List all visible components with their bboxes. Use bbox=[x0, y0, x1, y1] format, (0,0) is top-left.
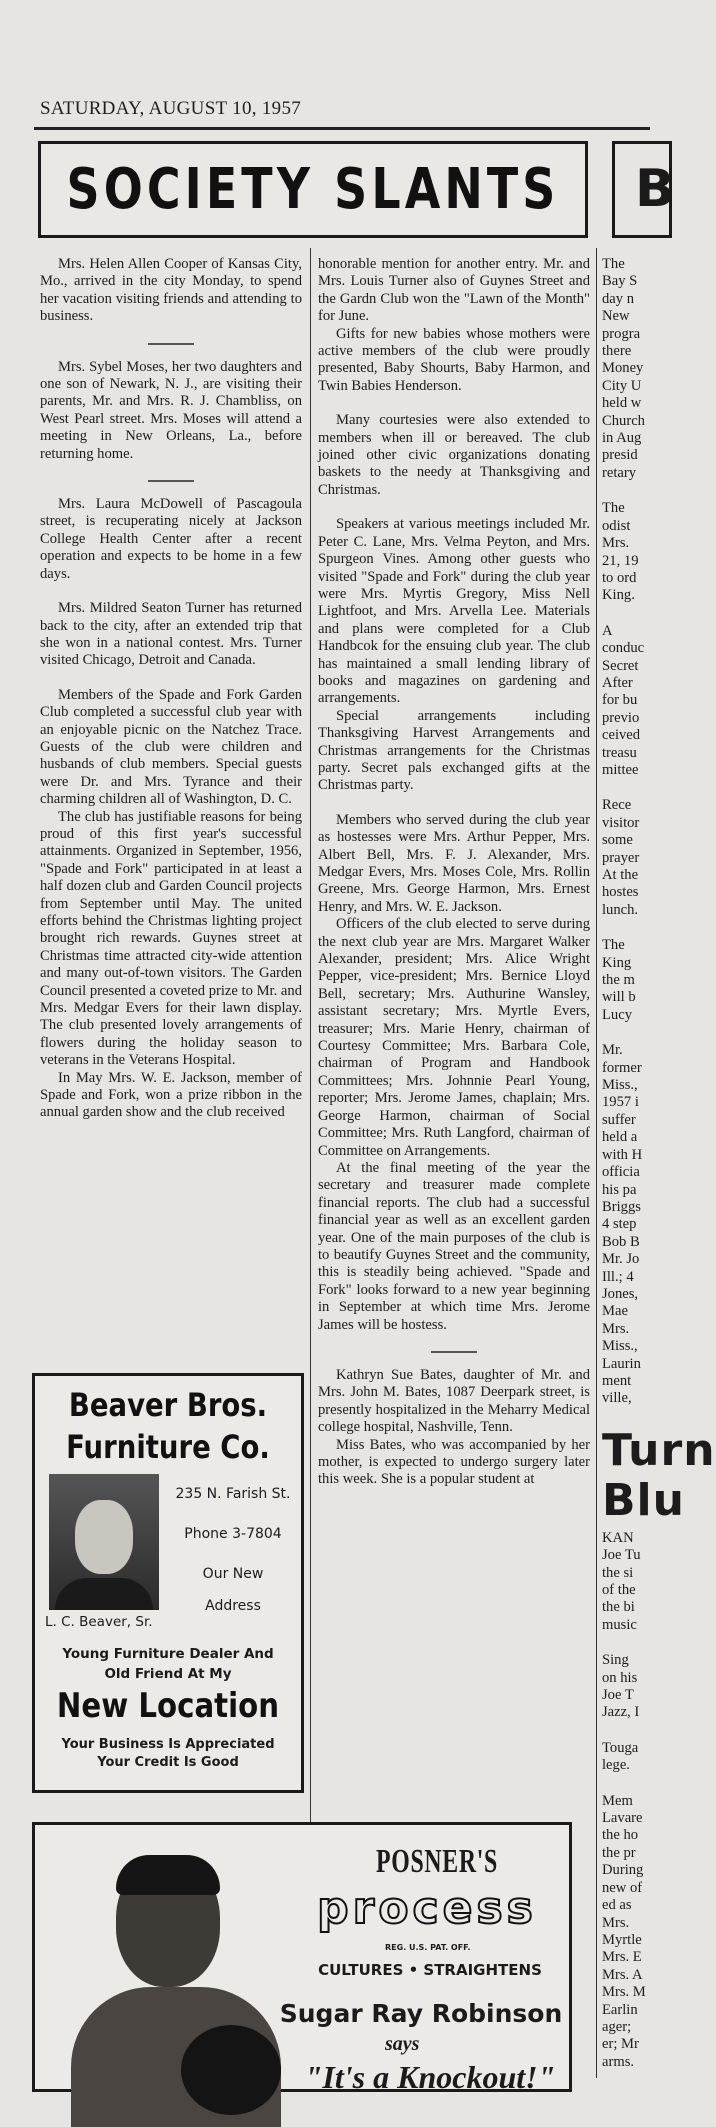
section-banner bbox=[38, 141, 588, 238]
cropped-line: presid bbox=[602, 447, 638, 464]
article-paragraph: The club has justifiable reasons for being proud of this first year's successful attainments. Organized in September, 1956, "Spade and Fork" participated in at least a half dozen club and Garden Council projects from September until May. The united efforts behind the Christmas lighting project brought rich rewards. Guynes street at Christmas time attracted city-wide attention and many out-of-town visitors. The Garden Council presented a coveted prize to Mr. and Mrs. Medgar Evers for their lawn display. The club presented lovely arrangements of flowers during the holiday season to veterans in the Veterans Hospital. bbox=[40, 808, 302, 1069]
cropped-line: Mem bbox=[602, 1792, 633, 1809]
cropped-line: Jones, bbox=[602, 1285, 639, 1302]
cropped-line: the pr bbox=[602, 1844, 636, 1861]
cropped-line: After bbox=[602, 674, 633, 691]
cropped-line: Miss., bbox=[602, 1338, 638, 1355]
cropped-line: Mrs. A bbox=[602, 1966, 643, 1983]
cropped-line: Mr. bbox=[602, 1042, 623, 1059]
cropped-line: At the bbox=[602, 867, 639, 883]
article-paragraph: honorable mention for another entry. Mr. and Mrs. Louis Turner also of Guynes Street and the Gardn Club won the "Lawn of the Month" for June. bbox=[318, 256, 590, 325]
ad-company-name bbox=[54, 1384, 283, 1468]
ad-footer-line: Your Credit Is Good bbox=[97, 1755, 239, 1770]
banner-title: SOCIETY SLANTS bbox=[66, 157, 560, 222]
cropped-line: Mr. Jo bbox=[602, 1251, 640, 1268]
cropped-line: in Aug bbox=[602, 430, 642, 447]
boxer-hair bbox=[116, 1855, 220, 1895]
cropped-line: mittee bbox=[602, 761, 639, 778]
cropped-line: hostes bbox=[602, 884, 639, 901]
cropped-article bbox=[602, 1530, 650, 1634]
cropped-line: Lucy bbox=[602, 1006, 632, 1023]
ad-owner: L. C. Beaver, Sr. bbox=[45, 1614, 153, 1630]
cropped-line: ville, bbox=[602, 1390, 632, 1407]
cropped-line: Touga bbox=[602, 1739, 639, 1756]
beaver-furniture-ad bbox=[32, 1373, 304, 1793]
process-logo: process bbox=[317, 1883, 537, 1934]
cropped-line: the m bbox=[602, 972, 635, 989]
cropped-line: Mrs. M bbox=[602, 1984, 646, 2001]
cropped-line: The bbox=[602, 500, 625, 517]
cropped-line: arms. bbox=[602, 2053, 635, 2070]
cropped-line: with H bbox=[602, 1146, 643, 1163]
cropped-line: Miss., bbox=[602, 1077, 638, 1094]
masthead-rule bbox=[34, 127, 650, 130]
cropped-line: on his bbox=[602, 1669, 638, 1686]
article-paragraph: Mrs. Laura McDowell of Pascagoula street, is recuperating nicely at Jackson College Health Center after a recent operation and expects to be home in a few days. bbox=[40, 496, 302, 582]
cropped-line: visitor bbox=[602, 814, 640, 831]
cropped-line: 1957 i bbox=[602, 1094, 639, 1111]
cropped-line: King bbox=[602, 954, 632, 971]
cropped-line: New bbox=[602, 308, 630, 325]
cropped-line: ceived bbox=[602, 727, 641, 744]
cropped-line: 4 step bbox=[602, 1216, 637, 1233]
article-paragraph: Gifts for new babies whose mothers were active members of the club were proudly presented, Baby Shourts, Baby Harmon, and Twin Babies Henderson. bbox=[318, 325, 590, 394]
headline-line: Turn bbox=[602, 1424, 716, 1476]
article-paragraph: Many courtesies were also extended to members when ill or bereaved. The club joined other civic organizations donating baskets to the needy at Thanksgiving and Christmas. bbox=[318, 412, 590, 498]
cropped-line: odist bbox=[602, 517, 631, 534]
cropped-line: Money bbox=[602, 360, 644, 377]
article-paragraph: Mrs. Helen Allen Cooper of Kansas City, Mo., arrived in the city Monday, to spend her vacation visiting friends and attending to business. bbox=[40, 256, 302, 325]
article-paragraph: Members who served during the club year as hostesses were Mrs. Arthur Pepper, Mrs. Albert Bell, Mrs. F. J. Alexander, Mrs. Medgar Evers, Mrs. Moses Cole, Mrs. Rollin Greene, Mrs. George Harmon, Mrs. Ernest Henry, and Mrs. W. E. Jackson. bbox=[318, 811, 590, 915]
cropped-line: of the bbox=[602, 1582, 636, 1598]
cropped-line: Church bbox=[602, 412, 645, 429]
cropped-line: suffer bbox=[602, 1111, 636, 1128]
dateline: SATURDAY, AUGUST 10, 1957 bbox=[40, 98, 302, 119]
cropped-line: Joe Tu bbox=[602, 1547, 641, 1564]
cropped-line: During bbox=[602, 1862, 644, 1879]
cropped-line: will b bbox=[602, 989, 636, 1006]
article-paragraph: Mrs. Sybel Moses, her two daughters and one son of Newark, N. J., are visiting their parents, Mr. and Mrs. R. J. Chambliss, on West Pearl street. Mrs. Moses will attend a meeting in New Orleans, La., before returning home. bbox=[40, 358, 302, 462]
ad-tagline-line: Young Furniture Dealer And bbox=[62, 1646, 274, 1662]
cropped-line: the bi bbox=[602, 1599, 635, 1616]
ad-footer-line: Your Business Is Appreciated bbox=[61, 1737, 275, 1752]
cropped-line: former bbox=[602, 1059, 642, 1076]
ad-phone: Phone 3-7804 bbox=[184, 1526, 282, 1542]
photo-face bbox=[75, 1500, 133, 1574]
cropped-article bbox=[602, 1652, 650, 1722]
cropped-article bbox=[602, 1740, 650, 1775]
posners-process-ad bbox=[32, 1822, 572, 2095]
cropped-line: Mrs. bbox=[602, 1914, 630, 1931]
cropped-line: Briggs bbox=[602, 1198, 641, 1215]
knockout-quote: "It's a Knockout!" bbox=[304, 2059, 556, 2095]
cropped-line: there bbox=[602, 343, 632, 360]
article-paragraph: Miss Bates, who was accompanied by her mother, is expected to undergo surgery later this week. She is a popular student at bbox=[318, 1436, 590, 1488]
cultures-line: CULTURES • STRAIGHTENS bbox=[318, 1961, 542, 1979]
cropped-line: new of bbox=[602, 1879, 643, 1896]
ad-footer bbox=[35, 1736, 301, 1772]
cropped-line: A bbox=[602, 622, 613, 639]
cropped-line: Earlin bbox=[602, 2001, 638, 2018]
ad-tagline bbox=[35, 1644, 301, 1684]
says-text: says bbox=[385, 2033, 420, 2055]
cropped-line: prayer bbox=[602, 849, 640, 866]
cropped-line: The bbox=[602, 256, 625, 272]
posner-brand: POSNER'S bbox=[376, 1843, 498, 1880]
cropped-line: retary bbox=[602, 464, 637, 481]
ad-name-line: Beaver Bros. bbox=[68, 1386, 268, 1424]
cropped-article bbox=[602, 797, 650, 919]
cropped-article bbox=[602, 1793, 650, 2072]
cropped-line: ager; bbox=[602, 2018, 632, 2035]
cropped-line: treasu bbox=[602, 744, 637, 761]
registered-mark: REG. U.S. PAT. OFF. bbox=[385, 1943, 471, 1952]
cropped-line: Mrs. bbox=[602, 535, 630, 552]
cropped-article bbox=[602, 1042, 650, 1408]
cropped-line: Sing bbox=[602, 1652, 629, 1669]
cropped-line: held a bbox=[602, 1129, 638, 1146]
cropped-line: music bbox=[602, 1616, 637, 1633]
ad-new-location: New Location bbox=[56, 1686, 280, 1726]
column-2 bbox=[318, 256, 590, 1489]
cropped-line: Bay S bbox=[602, 273, 638, 290]
cropped-line: Ill.; 4 bbox=[602, 1268, 634, 1285]
cropped-line: lege. bbox=[602, 1757, 630, 1774]
ad-our-new: Our New bbox=[202, 1566, 264, 1582]
cropped-line: The bbox=[602, 937, 625, 954]
separator bbox=[431, 1351, 477, 1353]
cropped-line: King. bbox=[602, 587, 635, 604]
column-1 bbox=[40, 256, 302, 1122]
cropped-article bbox=[602, 623, 650, 780]
column-rule bbox=[596, 248, 597, 2078]
headline-line: Blu bbox=[602, 1474, 685, 1526]
cropped-line: Laurin bbox=[602, 1355, 641, 1372]
cropped-line: Lavare bbox=[602, 1810, 643, 1827]
cropped-line: Myrtle bbox=[602, 1931, 642, 1948]
cropped-line: conduc bbox=[602, 640, 645, 657]
cropped-line: Joe T bbox=[602, 1687, 634, 1704]
cropped-article bbox=[602, 500, 650, 604]
cropped-article bbox=[602, 937, 650, 1024]
separator bbox=[148, 480, 194, 482]
cropped-line: officia bbox=[602, 1164, 640, 1181]
endorser-name: Sugar Ray Robinson bbox=[279, 1999, 563, 2028]
ad-contact-info bbox=[163, 1486, 303, 1638]
cropped-headline bbox=[602, 1424, 716, 1526]
cropped-line: progra bbox=[602, 325, 641, 342]
article-paragraph: In May Mrs. W. E. Jackson, member of Spade and Fork, won a prize ribbon in the annual garden show and the club received bbox=[40, 1069, 302, 1121]
cropped-line: 21, 19 bbox=[602, 552, 639, 569]
ad-name-line: Furniture Co. bbox=[66, 1428, 270, 1466]
photo-shoulders bbox=[55, 1578, 153, 1610]
cropped-line: City U bbox=[602, 377, 642, 394]
article-paragraph: Special arrangements including Thanksgiving Harvest Arrangements and Christmas arrangements for the Christmas party. Secret pals exchanged gifts at the Christmas party. bbox=[318, 707, 590, 794]
column-3 bbox=[602, 256, 716, 2079]
owner-photo bbox=[49, 1474, 159, 1610]
cropped-line: to ord bbox=[602, 569, 637, 586]
cropped-line: the si bbox=[602, 1564, 634, 1581]
ad-tagline-line: Old Friend At My bbox=[104, 1666, 232, 1682]
cropped-line: Mrs. bbox=[602, 1320, 630, 1337]
cropped-line: for bu bbox=[602, 692, 638, 709]
cropped-line: the ho bbox=[602, 1827, 639, 1844]
cropped-line: Mae bbox=[602, 1303, 628, 1320]
cropped-line: Rece bbox=[602, 797, 632, 814]
article-paragraph: Speakers at various meetings included Mr. Peter C. Lane, Mrs. Velma Peyton, and Mrs. Spurgeon Vines. Among other guests who visited "Spade and Fork" during the club year were Mrs. Myrtis Gregory, Miss Nell Lightfoot, and Mrs. Arvella Lee. Materials and plans were completed for a Club Handbcok for the ensuing club year. The club has maintained a small lending library of books and magazines on gardening and arrangements. bbox=[318, 516, 590, 707]
cropped-line: previo bbox=[602, 709, 640, 726]
cropped-line: KAN bbox=[602, 1529, 634, 1546]
article-paragraph: Kathryn Sue Bates, daughter of Mr. and Mrs. John M. Bates, 1087 Deerpark street, is presently hospitalized in the Meharry Medical college hospital, Nashville, Tenn. bbox=[318, 1366, 590, 1436]
cropped-article bbox=[602, 256, 650, 482]
boxing-glove bbox=[181, 2025, 281, 2115]
ad-address: 235 N. Farish St. bbox=[175, 1486, 291, 1502]
cropped-line: er; Mr bbox=[602, 2036, 639, 2053]
ad-address-label: Address bbox=[205, 1598, 261, 1614]
article-paragraph: At the final meeting of the year the secretary and treasurer made complete financial reports. The club had a successful financial year as well as an excellent garden year. One of the main purposes of the club is to beautify Guynes Street and the community, this is steadily being achieved. "Spade and Fork" looks forward to a new year beginning in September at which time Mrs. Jerome James will be hostess. bbox=[318, 1159, 590, 1333]
adjacent-banner: B bbox=[612, 141, 672, 238]
cropped-line: his pa bbox=[602, 1181, 637, 1198]
cropped-line: ed as bbox=[602, 1897, 632, 1914]
boxer-photo bbox=[61, 1847, 291, 2107]
cropped-line: day n bbox=[602, 290, 635, 307]
column-rule bbox=[310, 248, 311, 2078]
cropped-line: ment bbox=[602, 1372, 632, 1389]
cropped-line: Mrs. E bbox=[602, 1949, 642, 1966]
cropped-line: some bbox=[602, 832, 633, 849]
cropped-line: Secret bbox=[602, 657, 639, 674]
article-paragraph: Mrs. Mildred Seaton Turner has returned back to the city, after an extended trip that she won in a national contest. Mrs. Turner visited Chicago, Detroit and Canada. bbox=[40, 600, 302, 669]
separator bbox=[148, 343, 194, 345]
cropped-line: lunch. bbox=[602, 901, 639, 918]
cropped-line: Jazz, I bbox=[602, 1704, 640, 1721]
cropped-line: Bob B bbox=[602, 1233, 640, 1250]
article-paragraph: Officers of the club elected to serve during the next club year are Mrs. Margaret Walker Alexander, president; Mrs. Alice Wright Pepper, vice-president; Mrs. Bernice Lloyd Bell, secretary; Mrs. Authurine Wansley, assistant secretary; Mrs. Myrtle Evers, treasurer; Mrs. Marie Henry, chairman of Courtesy Committee; Mrs. Barbara Cole, chairman of Program and Handbook Committees; Mrs. Johnnie Pearl Young, reporter; Mrs. Jerome James, chaplain; Mrs. George Harmon, chairman of Social Committee; Mrs. Ruth Langford, chairman of Committee on Arrangements. bbox=[318, 916, 590, 1159]
article-paragraph: Members of the Spade and Fork Garden Club completed a successful club year with an enjoyable picnic on the Natchez Trace. Guests of the club were children and husbands of club members. Special guests were Dr. and Mrs. Tyrance and their charming children all of Washington, D. C. bbox=[40, 686, 302, 808]
cropped-line: held w bbox=[602, 395, 642, 412]
